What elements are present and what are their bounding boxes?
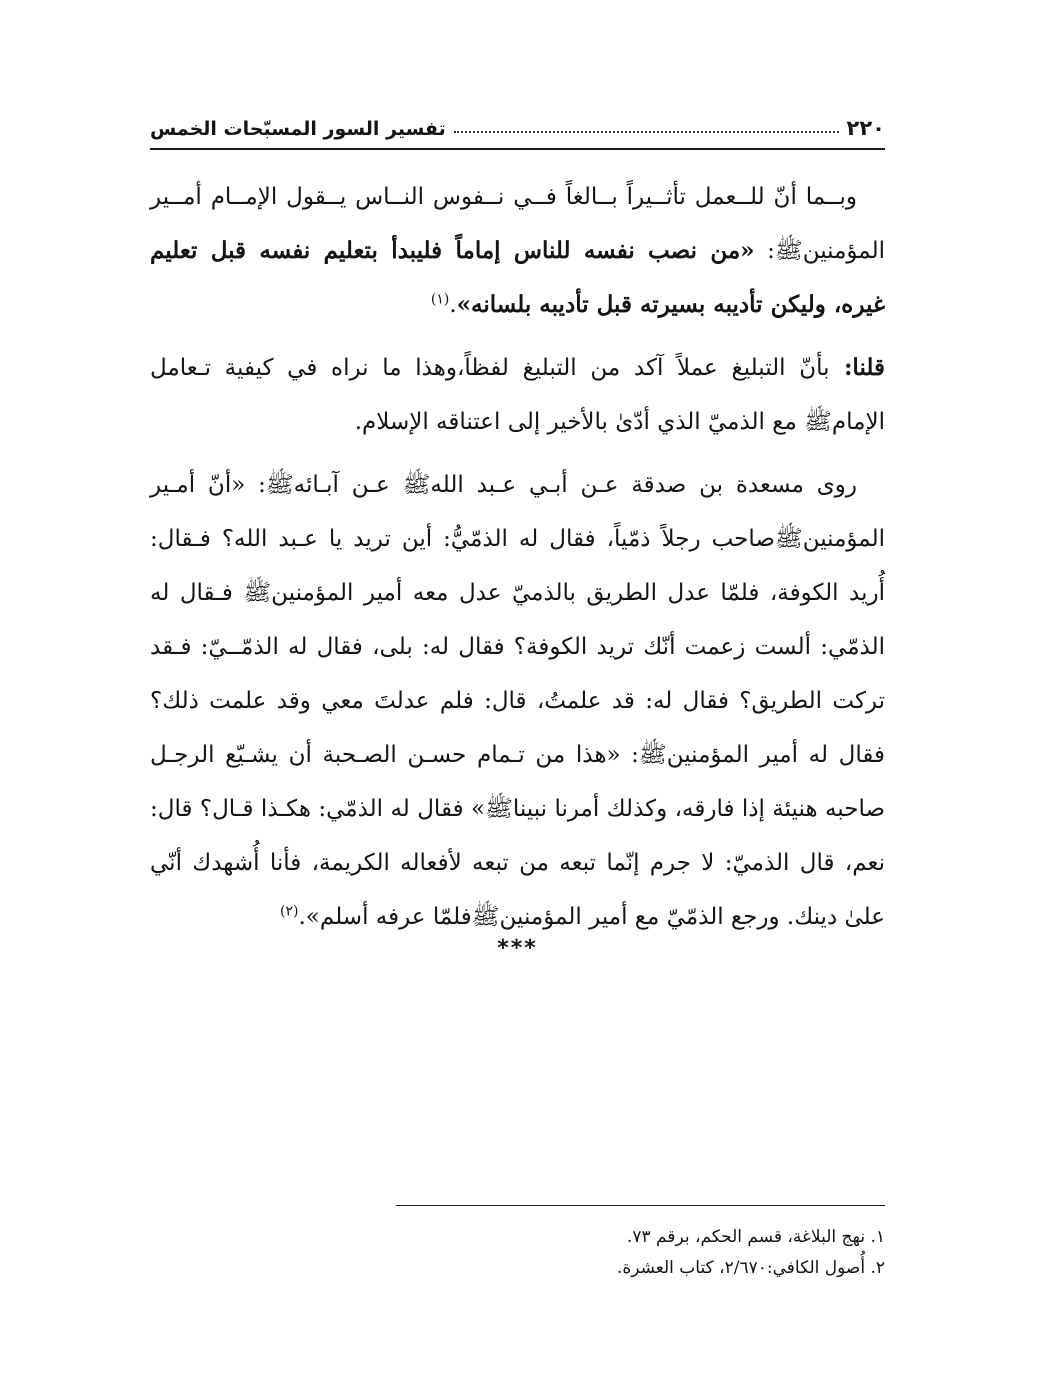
footnote-2: ٢. أُصول الكافي:٢/٦٧٠، كتاب العشرة. xyxy=(616,1258,885,1278)
footnote-ref-1: (١) xyxy=(430,291,450,308)
paragraph-2 xyxy=(150,341,885,449)
page-number: ٢٢٠ xyxy=(846,116,885,140)
paragraph-1-quote: «من نصب نفسه للناس إماماً فليبدأ بتعليم نفسه قبل تعليم غيره، وليكن تأديبه بسيرته قبل تأديبه بلسانه» xyxy=(150,237,885,318)
body-text xyxy=(150,170,885,953)
paragraph-3 xyxy=(150,458,885,944)
footnotes xyxy=(396,1222,885,1284)
running-header xyxy=(150,106,885,140)
paragraph-1-intro: وبــما أنّ للــعمل تأثــيراً بــالغاً فــي نــفوس النــاس يــقول الإمــام أمــير المؤمنينﷺ: xyxy=(150,184,885,264)
book-title: تفسير السور المسبّحات الخمس xyxy=(150,118,446,140)
footnote-1: ١. نهج البلاغة، قسم الحكم، برقم ٧٣. xyxy=(626,1227,885,1247)
paragraph-1-end: . xyxy=(449,292,457,318)
footnote-rule xyxy=(396,1205,885,1206)
paragraph-1 xyxy=(150,170,885,332)
section-separator: *** xyxy=(497,936,538,961)
paragraph-2-text: بأنّ التبليغ عملاً آكد من التبليغ لفظاً،وهذا ما نراه في كيفية تـعامل الإمامﷺ مع الذميّ الذي أدّىٰ بالأخير إلى اعتناقه الإسلام. xyxy=(150,355,885,435)
paragraph-3-text: روى مسعدة بن صدقة عـن أبـي عـبد اللهﷺ عـن آبـائهﷺ: «أنّ أمـير المؤمنينﷺصاحب رجلاً ذمّياً، فقال له الذمّيُّ: أين تريد يا عـبد الله؟ فـقال: أُريد الكوفة، فلمّا عدل الطريق بالذميّ عدل معه أمير المؤمنينﷺ فـقال له الذمّي: ألست زعمت أنّك تريد الكوفة؟ فقال له: بلى، فقال له الذمّــيّ: فـقد تركت الطريق؟ فقال له: قد علمتُ، قال: فلم عدلتَ معي وقد علمت ذلك؟ فقال له أمير المؤمنينﷺ: «هذا من تـمام حسـن الصـحبة أن يشـيّع الرجـل صاحبه هنيئة إذا فارقه، وكذلك أمرنا نبيناﷺ» فقال له الذمّي: هكـذا قـال؟ قال: نعم، قال الذميّ: لا جرم إنّما تبعه من تبعه لأفعاله الكريمة، فأنا أُشهدك أنّي علىٰ دينك. ورجع الذمّيّ مع أمير المؤمنينﷺفلمّا عرفه أسلم». xyxy=(150,472,885,930)
header-rule xyxy=(150,148,885,150)
footnote-ref-2: (٢) xyxy=(280,903,299,920)
header-leader-dots xyxy=(454,131,839,133)
paragraph-2-label: قلنا: xyxy=(829,354,885,381)
